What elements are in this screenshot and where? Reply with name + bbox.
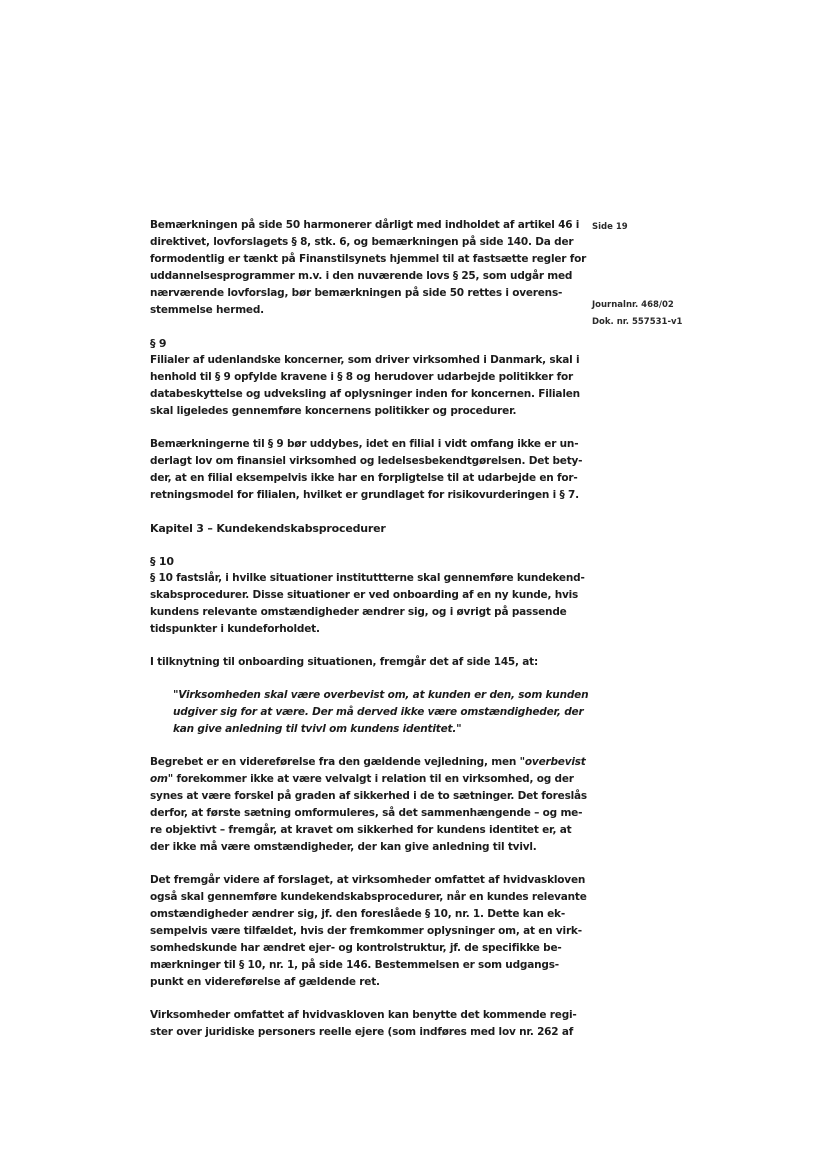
text-line: formodentlig er tænkt på Finanstilsynets hjemmel til at fastsætte regler for	[150, 253, 587, 265]
document-body	[150, 217, 589, 1041]
text-line: Det fremgår videre af forslaget, at virksomheder omfattet af hvidvaskloven	[150, 874, 586, 886]
text-line: somhedskunde har ændret ejer- og kontrolstruktur, jf. de specifikke be-	[150, 942, 562, 954]
text-line: Bemærkningen på side 50 harmonerer dårligt med indholdet af artikel 46 i	[150, 219, 580, 231]
text-line: der, at en filial eksempelvis ikke har en forpligtelse til at udarbejde en for-	[150, 472, 578, 484]
text-line: § 10 fastslår, i hvilke situationer instituttterne skal gennemføre kundekend-	[150, 572, 585, 584]
text-line: omstændigheder ændrer sig, jf. den foreslåede § 10, nr. 1. Dette kan ek-	[150, 908, 565, 920]
text-line: sempelvis være tilfældet, hvis der fremkommer oplysninger om, at en virk-	[150, 925, 582, 937]
text-line: databeskyttelse og udveksling af oplysninger inden for koncernen. Filialen	[150, 388, 580, 400]
paragraph-8	[150, 1007, 577, 1041]
quote-line: kan give anledning til tvivl om kundens identitet."	[173, 723, 462, 735]
text-line: Filialer af udenlandske koncerner, som driver virksomhed i Danmark, skal i	[150, 354, 580, 366]
paragraph-5: I tilknytning til onboarding situationen, fremgår det af side 145, at:	[150, 656, 538, 668]
quote-line: "Virksomheden skal være overbevist om, at kunden er den, som kunden	[173, 689, 589, 701]
paragraph-1	[150, 217, 587, 319]
text-line: tidspunkter i kundeforholdet.	[150, 623, 320, 635]
text-line: derfor, at første sætning omformuleres, så det sammenhængende – og me-	[150, 807, 583, 819]
paragraph-3	[150, 436, 583, 504]
text-line: retningsmodel for filialen, hvilket er grundlaget for risikovurderingen i § 7.	[150, 489, 579, 501]
text-line	[150, 754, 586, 771]
section-heading-10: § 10	[150, 555, 174, 568]
text-segment: Begrebet er en videreførelse fra den gældende vejledning, men	[150, 756, 520, 768]
text-line: der ikke må være omstændigheder, der kan give anledning til tvivl.	[150, 841, 537, 853]
section-heading-9: § 9	[150, 337, 167, 350]
text-line: Bemærkningerne til § 9 bør uddybes, idet en filial i vidt omfang ikke er un-	[150, 438, 579, 450]
document-number: Dok. nr. 557531-v1	[592, 317, 683, 327]
paragraph-4	[150, 570, 585, 638]
text-line: stemmelse hermed.	[150, 304, 264, 316]
text-line: også skal gennemføre kundekendskabsprocedurer, når en kundes relevante	[150, 891, 587, 903]
text-line: skabsprocedurer. Disse situationer er ved onboarding af en ny kunde, hvis	[150, 589, 579, 601]
text-line: re objektivt – fremgår, at kravet om sikkerhed for kundens identitet er, at	[150, 824, 572, 836]
paragraph-2	[150, 352, 580, 420]
text-line: uddannelsesprogrammer m.v. i den nuværende lovs § 25, som udgår med	[150, 270, 573, 282]
paragraph-7	[150, 872, 587, 991]
paragraph-6	[150, 754, 587, 856]
text-line: Virksomheder omfattet af hvidvaskloven kan benytte det kommende regi-	[150, 1009, 577, 1021]
text-line: kundens relevante omstændigheder ændrer sig, og i øvrigt på passende	[150, 606, 567, 618]
text-line: mærkninger til § 10, nr. 1, på side 146. Bestemmelsen er som udgangs-	[150, 959, 559, 971]
text-line: punkt en videreførelse af gældende ret.	[150, 976, 380, 988]
text-line: skal ligeledes gennemføre koncernens politikker og procedurer.	[150, 405, 517, 417]
quote-block	[173, 687, 589, 738]
text-line: ster over juridiske personers reelle ejere (som indføres med lov nr. 262 af	[150, 1026, 574, 1038]
page-number: Side 19	[592, 222, 628, 232]
journal-number: Journalnr. 468/02	[592, 300, 674, 310]
quote-line: udgiver sig for at være. Der må derved ikke være omstændigheder, der	[173, 706, 584, 718]
text-line: direktivet, lovforslagets § 8, stk. 6, og bemærkningen på side 140. Da der	[150, 236, 574, 248]
text-segment: forekommer ikke at være velvalgt i relation til en virksomhed, og der	[173, 773, 574, 785]
chapter-heading: Kapitel 3 – Kundekendskabsprocedurer	[150, 522, 386, 535]
text-line: synes at være forskel på graden af sikkerhed i de to sætninger. Det foreslås	[150, 790, 587, 802]
text-line: henhold til § 9 opfylde kravene i § 8 og herudover udarbejde politikker for	[150, 371, 573, 383]
emphasis-text: "overbevist	[519, 756, 586, 768]
emphasis-text: om"	[150, 773, 174, 785]
text-line: nærværende lovforslag, bør bemærkningen på side 50 rettes i overens-	[150, 287, 563, 299]
text-line: derlagt lov om finansiel virksomhed og ledelsesbekendtgørelsen. Det bety-	[150, 455, 583, 467]
text-line	[150, 771, 574, 788]
